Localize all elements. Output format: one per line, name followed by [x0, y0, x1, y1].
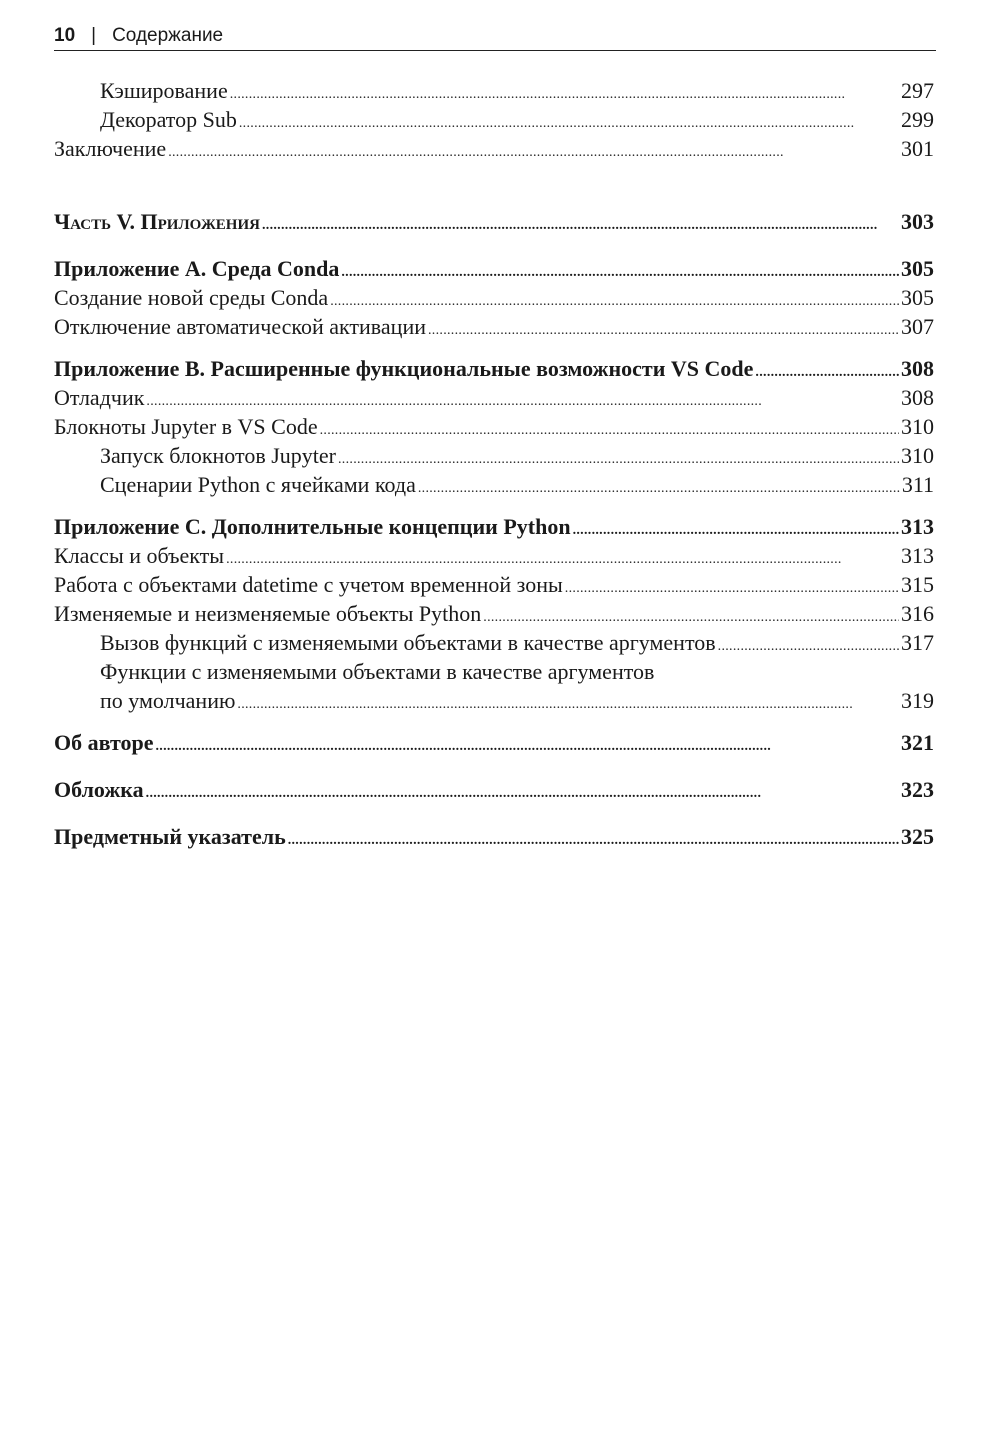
- toc-entry-new-conda-env[interactable]: [54, 283, 934, 312]
- toc-entry-jupyter-notebooks[interactable]: [54, 412, 934, 441]
- leader-dots: [338, 445, 899, 474]
- toc-entry-run-jupyter[interactable]: [54, 441, 934, 470]
- toc-entry-classes-objects[interactable]: [54, 541, 934, 570]
- toc-entry-page: 305: [901, 285, 934, 310]
- leader-dots: [428, 316, 899, 345]
- toc-cover[interactable]: [54, 775, 934, 804]
- toc-chapter-title: Обложка: [54, 777, 144, 802]
- toc-entry-page: 307: [901, 314, 934, 339]
- leader-dots: [237, 690, 899, 719]
- leader-dots: [718, 632, 899, 661]
- toc-entry-page: 310: [901, 443, 934, 468]
- toc-entry-page: 299: [901, 107, 934, 132]
- toc-entry-title: Работа с объектами datetime с учетом временной зоны: [54, 572, 563, 597]
- toc-entry-sub-decorator[interactable]: [54, 105, 934, 134]
- toc-entry-page: 319: [901, 688, 934, 713]
- toc-entry-title: Кэширование: [100, 78, 228, 103]
- toc-entry-title: Классы и объекты: [54, 543, 225, 568]
- toc-chapter-title: Приложение A. Среда Conda: [54, 256, 340, 281]
- toc-entry-conclusion[interactable]: [54, 134, 934, 163]
- leader-dots: [341, 258, 899, 287]
- toc-entry-page: 317: [901, 630, 934, 655]
- table-of-contents: [54, 76, 934, 851]
- toc-chapter-title: Приложение B. Расширенные функциональные возможности VS Code: [54, 356, 754, 381]
- toc-entry-title: Изменяемые и неизменяемые объекты Python: [54, 601, 482, 626]
- toc-entry-title-line2: по умолчанию: [100, 688, 236, 713]
- running-header: [54, 24, 936, 51]
- toc-entry-mutable-defaults[interactable]: [54, 657, 934, 715]
- toc-entry-page: 316: [901, 601, 934, 626]
- toc-entry-title: Отладчик: [54, 385, 145, 410]
- toc-index[interactable]: [54, 822, 934, 851]
- leader-dots: [146, 779, 899, 808]
- toc-entry-page: 315: [901, 572, 934, 597]
- toc-chapter-title: Об авторе: [54, 730, 154, 755]
- toc-appendix-c[interactable]: [54, 512, 934, 541]
- toc-entry-page: 325: [901, 824, 934, 849]
- toc-entry-page: 313: [901, 543, 934, 568]
- toc-entry-disable-auto-activation[interactable]: [54, 312, 934, 341]
- toc-entry-page: 313: [901, 514, 934, 539]
- leader-dots: [565, 574, 899, 603]
- toc-entry-page: 305: [901, 256, 934, 281]
- toc-appendix-a[interactable]: [54, 254, 934, 283]
- leader-dots: [230, 80, 899, 109]
- toc-entry-page: 297: [901, 78, 934, 103]
- toc-chapter-title: Приложение C. Дополнительные концепции Python: [54, 514, 571, 539]
- leader-dots: [320, 416, 899, 445]
- toc-entry-caching[interactable]: [54, 76, 934, 105]
- leader-dots: [262, 211, 899, 240]
- leader-dots: [755, 358, 899, 387]
- toc-entry-title: Отключение автоматической активации: [54, 314, 426, 339]
- toc-appendix-b[interactable]: [54, 354, 934, 383]
- leader-dots: [573, 516, 899, 545]
- toc-entry-title: Сценарии Python с ячейками кода: [100, 472, 416, 497]
- toc-entry-title-line1: Функции с изменяемыми объектами в качестве аргументов: [100, 659, 655, 684]
- toc-entry-python-scripts-cells[interactable]: [54, 470, 934, 499]
- toc-entry-title: Запуск блокнотов Jupyter: [100, 443, 336, 468]
- toc-entry-page: 308: [901, 356, 934, 381]
- toc-entry-title: Декоратор Sub: [100, 107, 237, 132]
- toc-entry-title: Создание новой среды Conda: [54, 285, 329, 310]
- toc-entry-title: Вызов функций с изменяемыми объектами в качестве аргументов: [100, 630, 716, 655]
- toc-chapter-title: Предметный указатель: [54, 824, 286, 849]
- toc-entry-page: 321: [901, 730, 934, 755]
- toc-entry-title: Заключение: [54, 136, 167, 161]
- page-number: 10: [54, 25, 76, 46]
- toc-entry-page: 301: [901, 136, 934, 161]
- leader-dots: [155, 732, 899, 761]
- toc-entry-mutable-args[interactable]: [54, 628, 934, 657]
- toc-entry-page: 308: [901, 385, 934, 410]
- toc-entry-page: 310: [901, 414, 934, 439]
- leader-dots: [418, 474, 900, 503]
- header-separator: |: [91, 25, 97, 46]
- toc-part-5[interactable]: [54, 207, 934, 236]
- toc-entry-page: 311: [901, 472, 934, 497]
- toc-entry-page: 303: [901, 209, 934, 234]
- leader-dots: [288, 826, 899, 855]
- toc-about-author[interactable]: [54, 728, 934, 757]
- toc-part-title: Часть V. Приложения: [54, 209, 260, 234]
- toc-entry-page: 323: [901, 777, 934, 802]
- leader-dots: [168, 138, 899, 167]
- toc-entry-datetime-timezone[interactable]: [54, 570, 934, 599]
- section-title: Содержание: [112, 25, 224, 46]
- toc-entry-debugger[interactable]: [54, 383, 934, 412]
- leader-dots: [239, 109, 899, 138]
- toc-entry-mutable-immutable[interactable]: [54, 599, 934, 628]
- toc-entry-title: Блокноты Jupyter в VS Code: [54, 414, 318, 439]
